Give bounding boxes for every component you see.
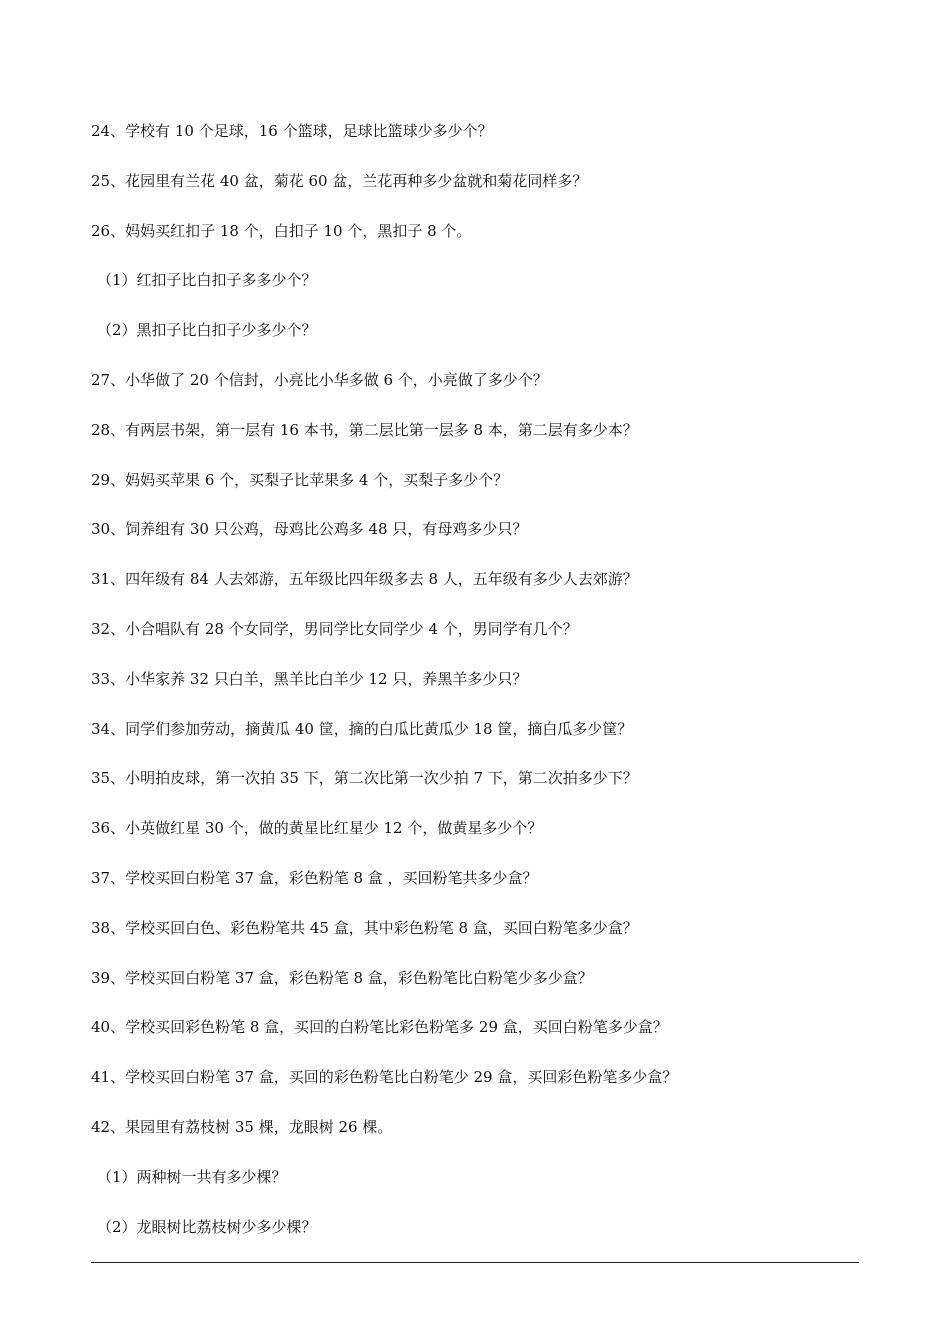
problem-line: 40、学校买回彩色粉笔 8 盒，买回的白粉笔比彩色粉笔多 29 盒，买回白粉笔多少盒？ — [91, 1018, 668, 1037]
problem-line: 38、学校买回白色、彩色粉笔共 45 盒，其中彩色粉笔 8 盒，买回白粉笔多少盒？ — [91, 918, 638, 937]
sub-question-line: （2）龙眼树比荔枝树少多少棵？ — [97, 1217, 317, 1236]
problem-line: 24、学校有 10 个足球，16 个篮球，足球比篮球少多少个？ — [91, 122, 493, 140]
sub-question-line: （2）黑扣子比白扣子少多少个？ — [97, 321, 317, 340]
sub-question-line: （1）红扣子比白扣子多多少个？ — [97, 271, 317, 290]
sub-question-line: （1）两种树一共有多少棵？ — [97, 1167, 287, 1186]
problem-line: 28、有两层书架，第一层有 16 本书，第二层比第一层多 8 本，第二层有多少本？ — [91, 420, 638, 439]
problem-list — [91, 118, 871, 1263]
problem-line: 34、同学们参加劳动，摘黄瓜 40 筐，摘的白瓜比黄瓜少 18 筐，摘白瓜多少筐？ — [91, 719, 633, 738]
problem-line: 27、小华做了 20 个信封，小亮比小华多做 6 个，小亮做了多少个？ — [91, 370, 548, 389]
problem-line: 41、学校买回白粉笔 37 盒，买回的彩色粉笔比白粉笔少 29 盒，买回彩色粉笔多少盒？ — [91, 1068, 678, 1087]
problem-line: 36、小英做红星 30 个，做的黄星比红星少 12 个，做黄星多少个？ — [91, 819, 543, 838]
problem-line: 25、花园里有兰花 40 盆，菊花 60 盆，兰花再种多少盆就和菊花同样多？ — [91, 171, 588, 190]
footer-divider — [91, 1262, 859, 1263]
problem-line: 37、学校买回白粉笔 37 盒，彩色粉笔 8 盒 ，买回粉笔共多少盒？ — [91, 868, 538, 887]
problem-line: 33、小华家养 32 只白羊，黑羊比白羊少 12 只，养黑羊多少只？ — [91, 669, 528, 688]
problem-line: 42、果园里有荔枝树 35 棵，龙眼树 26 棵。 — [91, 1117, 393, 1136]
problem-line: 35、小明拍皮球，第一次拍 35 下，第二次比第一次少拍 7 下，第二次拍多少下？ — [91, 769, 638, 788]
problem-line: 26、妈妈买红扣子 18 个，白扣子 10 个，黑扣子 8 个。 — [91, 221, 472, 240]
problem-line: 39、学校买回白粉笔 37 盒，彩色粉笔 8 盒，彩色粉笔比白粉笔少多少盒？ — [91, 968, 593, 987]
problem-line: 29、妈妈买苹果 6 个，买梨子比苹果多 4 个，买梨子多少个？ — [91, 470, 509, 489]
problem-line: 30、饲养组有 30 只公鸡，母鸡比公鸡多 48 只，有母鸡多少只？ — [91, 520, 528, 539]
problem-line: 31、四年级有 84 人去郊游，五年级比四年级多去 8 人，五年级有多少人去郊游？ — [91, 570, 638, 589]
problem-line: 32、小合唱队有 28 个女同学，男同学比女同学少 4 个，男同学有几个？ — [91, 619, 578, 638]
